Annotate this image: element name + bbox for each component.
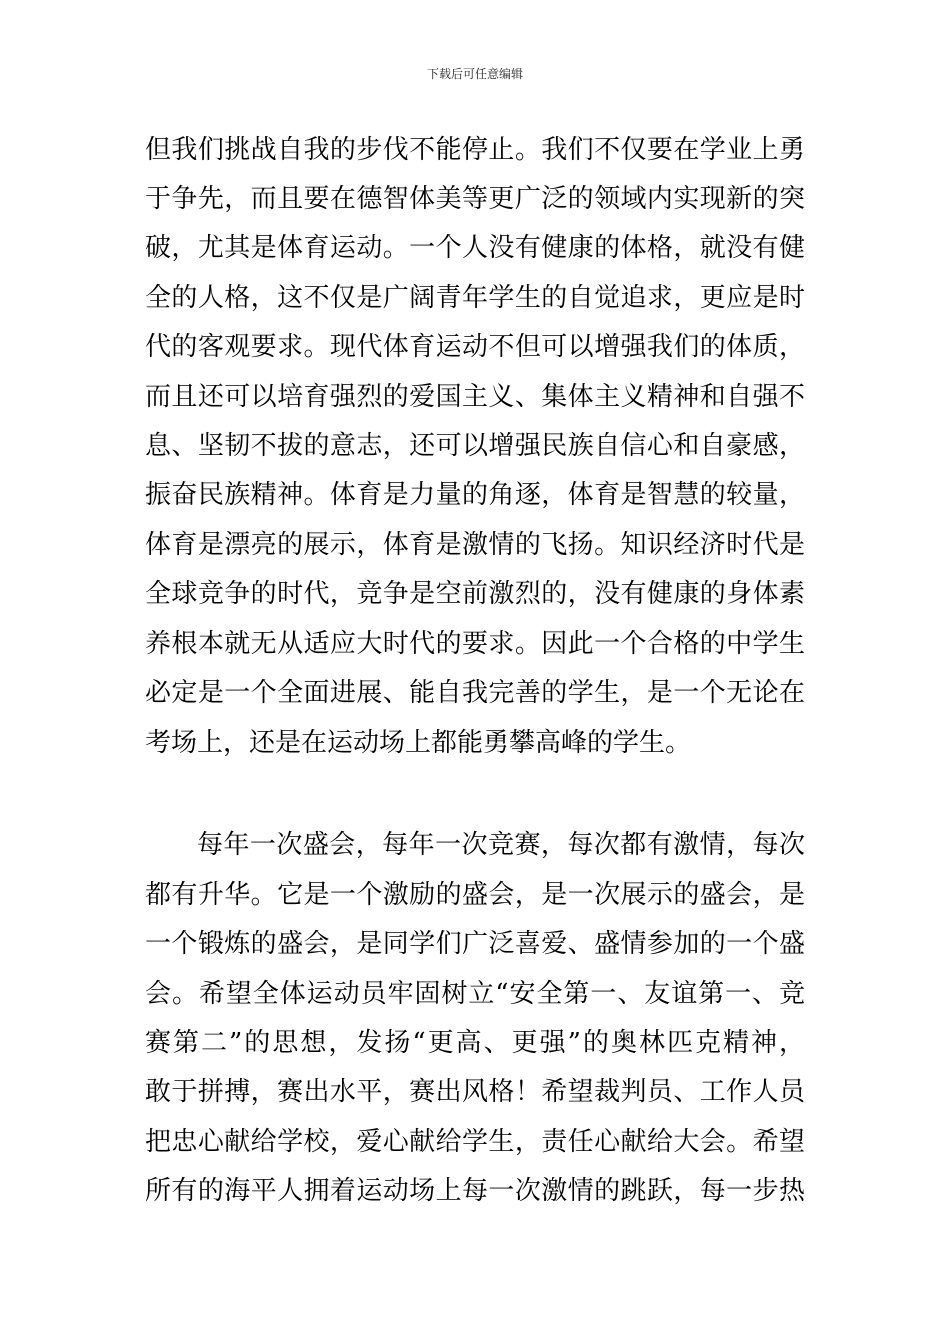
text-line: 养根本就无从适应大时代的要求。因此一个合格的中学生 xyxy=(145,629,805,659)
text-line: 代的客观要求。现代体育运动不但可以增强我们的体质， xyxy=(145,332,805,362)
text-line: 破，尤其是体育运动。一个人没有健康的体格，就没有健 xyxy=(145,233,805,263)
text-line: 振奋民族精神。体育是力量的角逐，体育是智慧的较量， xyxy=(145,480,805,510)
text-line: 必定是一个全面进展、能自我完善的学生，是一个无论在 xyxy=(145,678,805,708)
text-line: 息、坚韧不拔的意志，还可以增强民族自信心和自豪感， xyxy=(145,431,805,461)
text-line: 全的人格，这不仅是广阔青年学生的自觉追求，更应是时 xyxy=(145,283,805,313)
text-line: 都有升华。它是一个激励的盛会，是一次展示的盛会，是 xyxy=(145,880,805,910)
page-header: 下载后可任意编辑 xyxy=(426,67,523,81)
text-line: 但我们挑战自我的步伐不能停止。我们不仅要在学业上勇 xyxy=(145,135,805,165)
text-line: 会。希望全体运动员牢固树立“安全第一、友谊第一、竞 xyxy=(145,979,805,1009)
text-line: 所有的海平人拥着运动场上每一次激情的跳跃，每一步热 xyxy=(145,1176,805,1206)
text-line: 体育是漂亮的展示，体育是激情的飞扬。知识经济时代是 xyxy=(145,530,805,560)
text-line: 一个锻炼的盛会，是同学们广泛喜爱、盛情参加的一个盛 xyxy=(145,929,805,959)
text-line: 敢于拼搏，赛出水平，赛出风格！希望裁判员、工作人员 xyxy=(145,1077,805,1107)
text-line: 全球竞争的时代，竞争是空前激烈的，没有健康的身体素 xyxy=(145,579,805,609)
text-line-indented: 每年一次盛会，每年一次竞赛，每次都有激情，每次 xyxy=(197,830,805,860)
text-line: 于争先，而且要在德智体美等更广泛的领域内实现新的突 xyxy=(145,184,805,214)
text-line: 把忠心献给学校，爱心献给学生，责任心献给大会。希望 xyxy=(145,1127,805,1157)
text-line: 而且还可以培育强烈的爱国主义、集体主义精神和自强不 xyxy=(145,382,805,412)
text-line: 考场上，还是在运动场上都能勇攀高峰的学生。 xyxy=(145,728,692,758)
text-line: 赛第二”的思想，发扬“更高、更强”的奥林匹克精神， xyxy=(145,1028,805,1058)
